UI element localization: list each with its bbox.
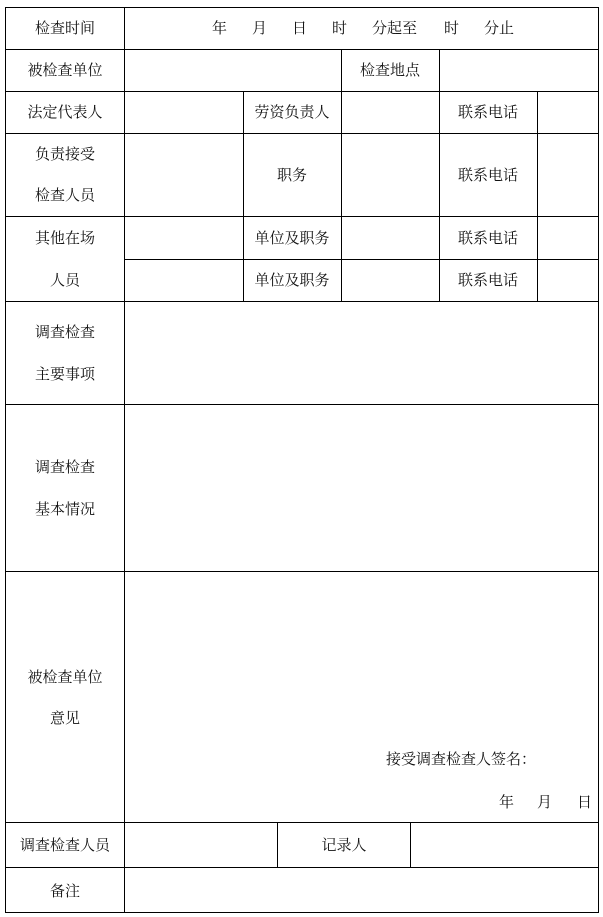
label-unit-position: 单位及职务 xyxy=(254,229,330,247)
grid-line xyxy=(5,7,6,913)
grid-line xyxy=(5,49,599,50)
labor-person-field[interactable] xyxy=(343,93,438,132)
remarks-field[interactable] xyxy=(126,869,597,911)
date-month-unit: 月 xyxy=(537,793,553,811)
date-year-unit: 年 xyxy=(499,793,515,811)
label-main-matters-line2: 主要事项 xyxy=(34,365,96,383)
grid-line xyxy=(5,301,599,302)
grid-line xyxy=(5,912,599,913)
unit-position-field[interactable] xyxy=(343,261,438,300)
phone-field[interactable] xyxy=(539,93,597,132)
label-inspect-place: 检查地点 xyxy=(359,61,421,79)
label-basic-situation-line2: 基本情况 xyxy=(34,500,96,518)
inspectors-field[interactable] xyxy=(126,824,276,866)
grid-line xyxy=(5,867,599,868)
label-inspected-unit: 被检查单位 xyxy=(27,61,103,79)
grid-line xyxy=(124,259,599,260)
time-minute-end: 分止 xyxy=(484,19,515,37)
time-month-unit: 月 xyxy=(252,19,268,37)
unit-opinion-field[interactable] xyxy=(126,573,597,743)
phone-field[interactable] xyxy=(539,261,597,300)
time-day-unit: 日 xyxy=(292,19,308,37)
label-unit-opinion-line2: 意见 xyxy=(49,709,81,727)
label-basic-situation-line1: 调查检查 xyxy=(34,458,96,476)
label-unit-opinion-line1: 被检查单位 xyxy=(27,668,103,686)
grid-line xyxy=(5,822,599,823)
label-others-line1: 其他在场 xyxy=(34,229,96,247)
label-others-line2: 人员 xyxy=(49,271,81,289)
time-year-unit: 年 xyxy=(212,19,228,37)
other-person-field[interactable] xyxy=(126,218,242,258)
time-hour-unit: 时 xyxy=(332,19,348,37)
grid-line xyxy=(410,822,411,867)
recorder-field[interactable] xyxy=(412,824,597,866)
main-matters-field[interactable] xyxy=(126,303,597,403)
label-receiver-line1: 负责接受 xyxy=(34,145,96,163)
grid-line xyxy=(439,49,440,301)
grid-line xyxy=(5,133,599,134)
label-phone: 联系电话 xyxy=(457,103,519,121)
grid-line xyxy=(5,91,599,92)
inspect-place-field[interactable] xyxy=(441,51,597,90)
other-person-field[interactable] xyxy=(126,261,242,300)
signature-label: 接受调查检查人签名： xyxy=(386,750,537,768)
inspected-unit-field[interactable] xyxy=(126,51,340,90)
grid-line xyxy=(537,91,538,301)
label-inspectors: 调查检查人员 xyxy=(19,836,111,854)
grid-line xyxy=(341,49,342,301)
time-minute-from-to: 分起至 xyxy=(372,19,418,37)
phone-field[interactable] xyxy=(539,218,597,258)
time-hour-end-unit: 时 xyxy=(444,19,460,37)
date-day-unit: 日 xyxy=(577,793,593,811)
grid-line xyxy=(5,404,599,405)
label-phone: 联系电话 xyxy=(457,166,519,184)
label-remarks: 备注 xyxy=(49,882,81,900)
grid-line xyxy=(243,91,244,301)
grid-line xyxy=(277,822,278,867)
grid-line xyxy=(5,571,599,572)
position-field[interactable] xyxy=(343,135,438,215)
grid-line xyxy=(5,216,599,217)
label-labor-person: 劳资负责人 xyxy=(254,103,330,121)
label-phone: 联系电话 xyxy=(457,271,519,289)
label-unit-position: 单位及职务 xyxy=(254,271,330,289)
label-legal-rep: 法定代表人 xyxy=(27,103,103,121)
grid-line xyxy=(124,7,125,913)
label-phone: 联系电话 xyxy=(457,229,519,247)
label-recorder: 记录人 xyxy=(321,836,367,854)
label-position: 职务 xyxy=(276,166,308,184)
basic-situation-field[interactable] xyxy=(126,406,597,570)
label-inspect-time: 检查时间 xyxy=(34,19,96,37)
legal-rep-field[interactable] xyxy=(126,93,242,132)
phone-field[interactable] xyxy=(539,135,597,215)
grid-line xyxy=(598,7,599,913)
receiver-field[interactable] xyxy=(126,135,242,215)
label-receiver-line2: 检查人员 xyxy=(34,186,96,204)
label-main-matters-line1: 调查检查 xyxy=(34,323,96,341)
grid-line xyxy=(5,7,599,8)
unit-position-field[interactable] xyxy=(343,218,438,258)
